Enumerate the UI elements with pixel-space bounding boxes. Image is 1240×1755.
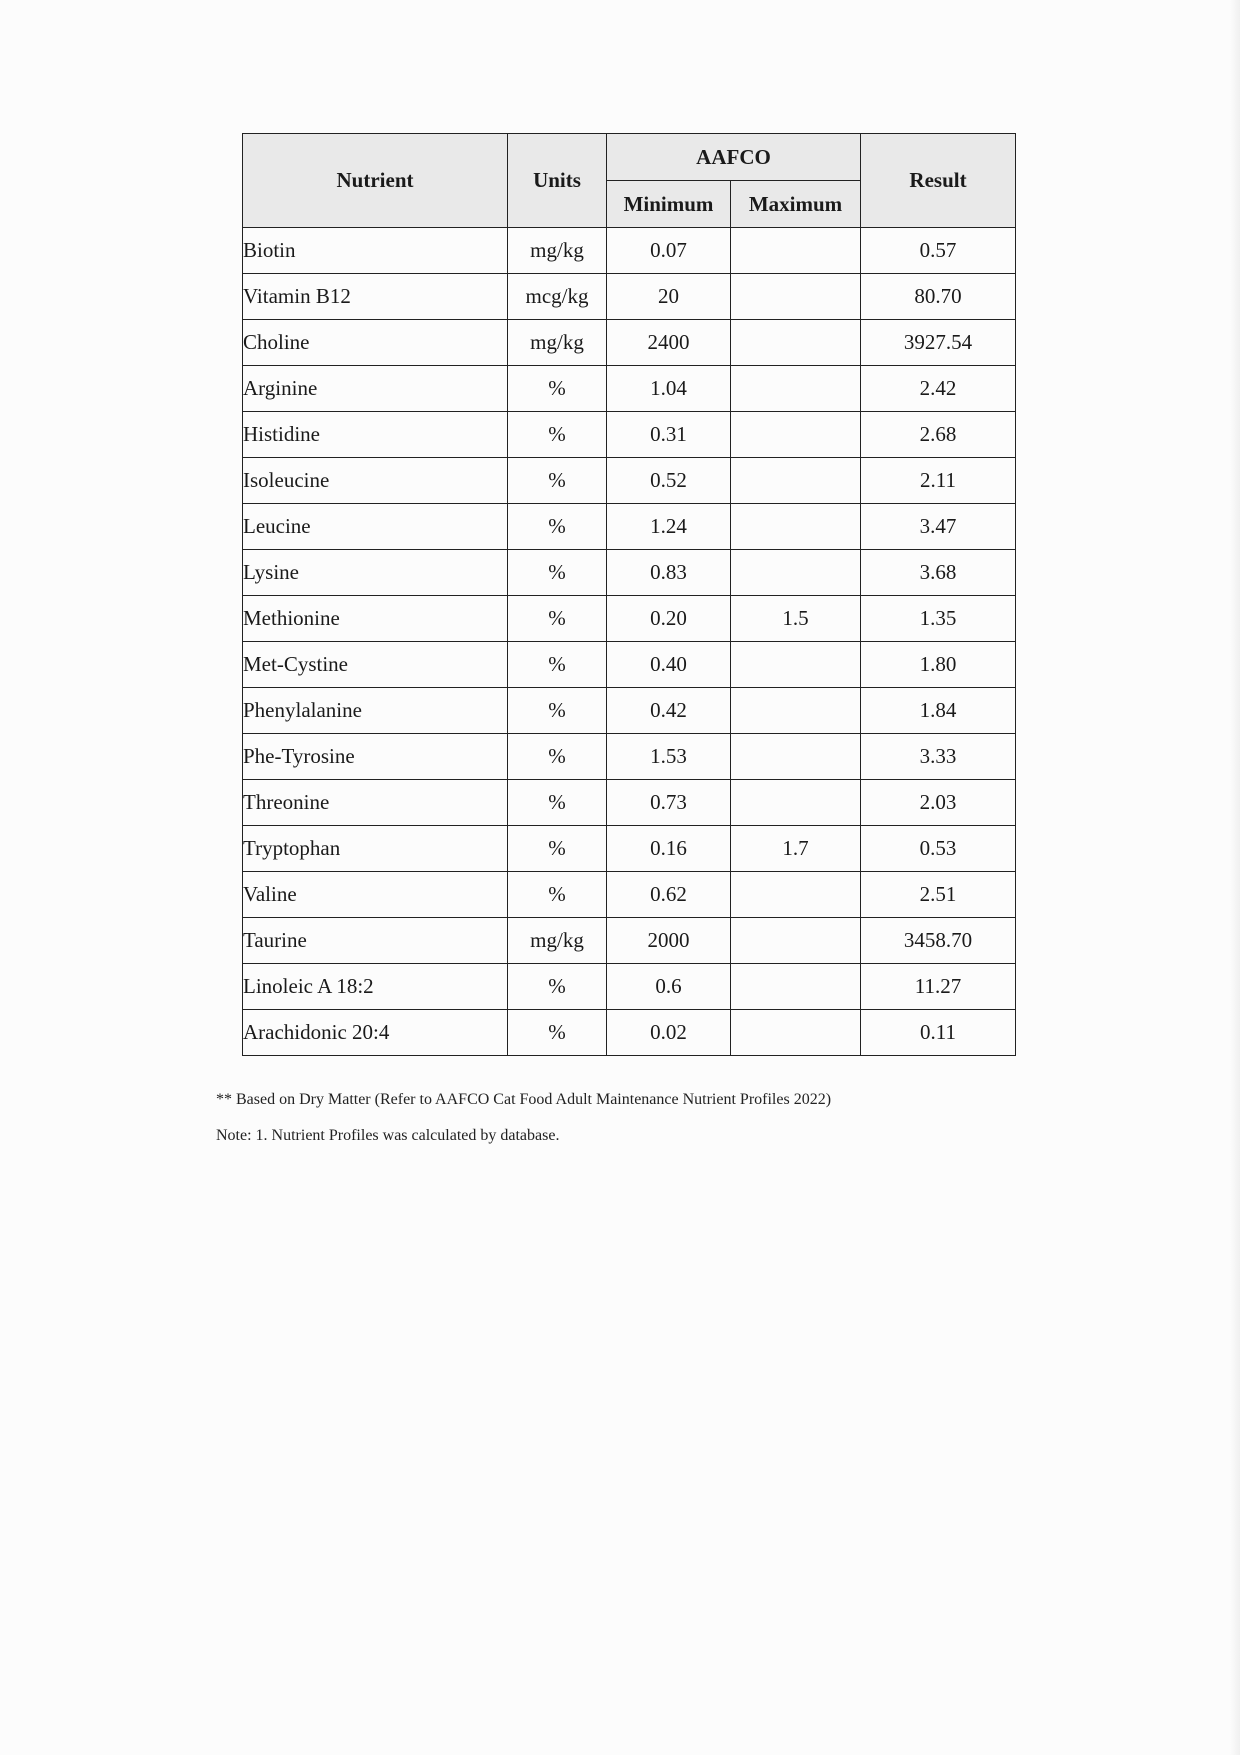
result-cell: 80.70 (861, 274, 1016, 320)
units-cell: % (508, 504, 607, 550)
minimum-cell: 0.83 (607, 550, 731, 596)
result-cell: 3.33 (861, 734, 1016, 780)
units-cell: % (508, 734, 607, 780)
minimum-cell: 2400 (607, 320, 731, 366)
minimum-cell: 1.04 (607, 366, 731, 412)
minimum-cell: 0.6 (607, 964, 731, 1010)
units-cell: % (508, 964, 607, 1010)
result-cell: 3.47 (861, 504, 1016, 550)
header-minimum: Minimum (607, 181, 731, 228)
table-row (243, 688, 1016, 734)
nutrient-cell: Valine (243, 872, 508, 918)
minimum-cell: 20 (607, 274, 731, 320)
nutrient-cell: Tryptophan (243, 826, 508, 872)
result-cell: 3458.70 (861, 918, 1016, 964)
table-row (243, 458, 1016, 504)
units-cell: % (508, 550, 607, 596)
nutrient-cell: Phe-Tyrosine (243, 734, 508, 780)
table-body (243, 228, 1016, 1056)
units-cell: mg/kg (508, 918, 607, 964)
minimum-cell: 2000 (607, 918, 731, 964)
nutrient-profile-table (242, 133, 1016, 1056)
table-row (243, 320, 1016, 366)
dry-matter-note: ** Based on Dry Matter (Refer to AAFCO Cat Food Adult Maintenance Nutrient Profiles 2022) (216, 1091, 832, 1108)
maximum-cell (731, 412, 861, 458)
header-nutrient: Nutrient (243, 134, 508, 228)
table-row (243, 642, 1016, 688)
nutrient-cell: Met-Cystine (243, 642, 508, 688)
result-cell: 0.11 (861, 1010, 1016, 1056)
nutrient-cell: Phenylalanine (243, 688, 508, 734)
nutrient-cell: Histidine (243, 412, 508, 458)
result-cell: 3927.54 (861, 320, 1016, 366)
units-cell: % (508, 366, 607, 412)
maximum-cell: 1.5 (731, 596, 861, 642)
nutrient-cell: Biotin (243, 228, 508, 274)
minimum-cell: 0.16 (607, 826, 731, 872)
result-cell: 0.53 (861, 826, 1016, 872)
maximum-cell (731, 780, 861, 826)
units-cell: % (508, 826, 607, 872)
table-row (243, 228, 1016, 274)
nutrient-cell: Threonine (243, 780, 508, 826)
maximum-cell (731, 458, 861, 504)
maximum-cell (731, 918, 861, 964)
nutrient-cell: Lysine (243, 550, 508, 596)
units-cell: % (508, 1010, 607, 1056)
result-cell: 11.27 (861, 964, 1016, 1010)
units-cell: mcg/kg (508, 274, 607, 320)
table-row (243, 964, 1016, 1010)
minimum-cell: 0.42 (607, 688, 731, 734)
units-cell: mg/kg (508, 228, 607, 274)
nutrient-cell: Vitamin B12 (243, 274, 508, 320)
maximum-cell (731, 366, 861, 412)
table-row (243, 918, 1016, 964)
minimum-cell: 0.20 (607, 596, 731, 642)
result-cell: 2.42 (861, 366, 1016, 412)
result-cell: 2.11 (861, 458, 1016, 504)
table-row (243, 504, 1016, 550)
header-result: Result (861, 134, 1016, 228)
header-maximum: Maximum (731, 181, 861, 228)
maximum-cell (731, 1010, 861, 1056)
nutrient-cell: Leucine (243, 504, 508, 550)
minimum-cell: 0.62 (607, 872, 731, 918)
table-row (243, 412, 1016, 458)
maximum-cell (731, 964, 861, 1010)
nutrient-cell: Arginine (243, 366, 508, 412)
units-cell: % (508, 780, 607, 826)
units-cell: % (508, 458, 607, 504)
table-row (243, 780, 1016, 826)
calculation-note: Note: 1. Nutrient Profiles was calculated by database. (216, 1127, 560, 1144)
nutrient-cell: Isoleucine (243, 458, 508, 504)
maximum-cell (731, 274, 861, 320)
table-row (243, 596, 1016, 642)
header-aafco: AAFCO (607, 134, 861, 181)
result-cell: 1.84 (861, 688, 1016, 734)
result-cell: 1.35 (861, 596, 1016, 642)
table-row (243, 1010, 1016, 1056)
minimum-cell: 0.31 (607, 412, 731, 458)
table-row (243, 826, 1016, 872)
minimum-cell: 0.40 (607, 642, 731, 688)
page-edge (1230, 0, 1240, 1755)
maximum-cell (731, 504, 861, 550)
nutrient-cell: Methionine (243, 596, 508, 642)
minimum-cell: 1.53 (607, 734, 731, 780)
minimum-cell: 0.52 (607, 458, 731, 504)
minimum-cell: 0.07 (607, 228, 731, 274)
units-cell: % (508, 642, 607, 688)
units-cell: mg/kg (508, 320, 607, 366)
result-cell: 2.03 (861, 780, 1016, 826)
maximum-cell (731, 642, 861, 688)
units-cell: % (508, 412, 607, 458)
nutrient-cell: Linoleic A 18:2 (243, 964, 508, 1010)
header-units: Units (508, 134, 607, 228)
units-cell: % (508, 596, 607, 642)
units-cell: % (508, 872, 607, 918)
maximum-cell (731, 320, 861, 366)
table-row (243, 872, 1016, 918)
result-cell: 1.80 (861, 642, 1016, 688)
maximum-cell: 1.7 (731, 826, 861, 872)
table-row (243, 366, 1016, 412)
units-cell: % (508, 688, 607, 734)
minimum-cell: 0.02 (607, 1010, 731, 1056)
maximum-cell (731, 550, 861, 596)
result-cell: 2.51 (861, 872, 1016, 918)
nutrient-cell: Taurine (243, 918, 508, 964)
maximum-cell (731, 688, 861, 734)
nutrient-cell: Choline (243, 320, 508, 366)
nutrient-cell: Arachidonic 20:4 (243, 1010, 508, 1056)
result-cell: 3.68 (861, 550, 1016, 596)
maximum-cell (731, 734, 861, 780)
minimum-cell: 0.73 (607, 780, 731, 826)
table-row (243, 274, 1016, 320)
table-row (243, 734, 1016, 780)
table-row (243, 550, 1016, 596)
result-cell: 0.57 (861, 228, 1016, 274)
maximum-cell (731, 228, 861, 274)
result-cell: 2.68 (861, 412, 1016, 458)
maximum-cell (731, 872, 861, 918)
minimum-cell: 1.24 (607, 504, 731, 550)
